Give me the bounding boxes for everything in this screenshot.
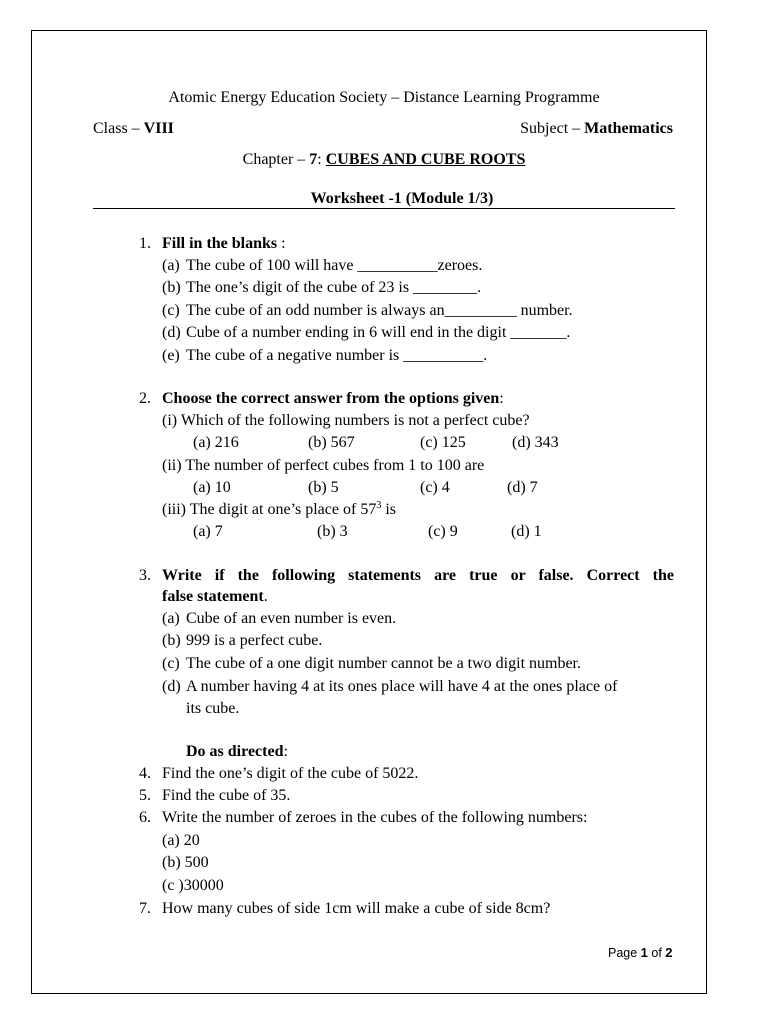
class-value: VIII bbox=[143, 120, 174, 137]
q2-part-ii-option-b: (b) 5 bbox=[308, 479, 339, 496]
q3-item-d-text-cont: its cube. bbox=[186, 700, 240, 717]
q5-number: 5. bbox=[139, 787, 151, 804]
q2-part-ii-option-d: (d) 7 bbox=[507, 479, 538, 496]
q6-item-c: (c )30000 bbox=[162, 877, 224, 894]
subject-label: Subject – bbox=[520, 120, 585, 137]
q2-part-i-option-b: (b) 567 bbox=[308, 434, 355, 451]
class-label: Class – bbox=[93, 120, 144, 137]
q3-item-d-label: (d) bbox=[162, 678, 181, 695]
q2-part-iii-option-d: (d) 1 bbox=[511, 523, 542, 540]
chapter-number: 7 bbox=[309, 151, 318, 168]
page-number bbox=[608, 945, 673, 961]
q3-item-a-text: Cube of an even number is even. bbox=[186, 610, 397, 627]
item-label: (e) bbox=[162, 347, 180, 364]
q1-heading bbox=[162, 234, 286, 254]
q2-part-ii-option-c: (c) 4 bbox=[420, 479, 450, 496]
worksheet-title: Worksheet -1 (Module 1/3) bbox=[310, 190, 494, 207]
q1-item-b-text: The one’s digit of the cube of 23 is ________. bbox=[186, 279, 482, 296]
q4-number: 4. bbox=[139, 765, 151, 782]
q2-part-iii-question bbox=[162, 500, 396, 520]
q2-part-iii-option-a: (a) 7 bbox=[193, 523, 223, 540]
q4-text: Find the one’s digit of the cube of 5022. bbox=[162, 765, 419, 782]
q7-text: How many cubes of side 1cm will make a cube of side 8cm? bbox=[162, 900, 551, 917]
q3-item-c-text: The cube of a one digit number cannot be a two digit number. bbox=[186, 655, 581, 672]
q2-part-i-question: (i) Which of the following numbers is not a perfect cube? bbox=[162, 412, 530, 429]
q6-item-b: (b) 500 bbox=[162, 854, 209, 871]
q3-heading-line1: Write if the following statements are true or false. Correct the bbox=[162, 567, 674, 584]
organization-title: Atomic Energy Education Society – Distance Learning Programme bbox=[168, 89, 600, 106]
subject-line bbox=[520, 119, 673, 139]
item-label: (a) bbox=[162, 257, 180, 274]
section-heading bbox=[186, 742, 288, 762]
q3-item-d-text: A number having 4 at its ones place will have 4 at the ones place of bbox=[186, 678, 618, 695]
q1-item-a-text: The cube of 100 will have __________zeroes. bbox=[186, 257, 483, 274]
q2-part-iii-suffix: is bbox=[381, 501, 396, 518]
q2-part-i-option-c: (c) 125 bbox=[420, 434, 466, 451]
q3-number: 3. bbox=[139, 567, 151, 584]
q1-item-c bbox=[162, 301, 180, 321]
page-word: Page bbox=[608, 946, 641, 960]
item-label: (b) bbox=[162, 279, 181, 296]
q3-item-c-label: (c) bbox=[162, 655, 180, 672]
section-heading-suffix: : bbox=[283, 743, 288, 760]
q2-heading-text: Choose the correct answer from the options given bbox=[162, 390, 500, 407]
item-label: (d) bbox=[162, 324, 181, 341]
q2-part-ii-question: (ii) The number of perfect cubes from 1 to 100 are bbox=[162, 457, 485, 474]
q2-part-ii-option-a: (a) 10 bbox=[193, 479, 231, 496]
q2-part-iii-prefix: (iii) The digit at one’s place of 57 bbox=[162, 501, 377, 518]
q3-heading-suffix: . bbox=[263, 588, 268, 605]
q2-heading bbox=[162, 389, 504, 409]
chapter-line bbox=[0, 150, 768, 170]
q1-item-e-text: The cube of a negative number is __________. bbox=[186, 347, 488, 364]
q6-text: Write the number of zeroes in the cubes of the following numbers: bbox=[162, 809, 588, 826]
q2-part-i-option-a: (a) 216 bbox=[193, 434, 239, 451]
q3-heading-line2-text: false statement bbox=[162, 588, 264, 605]
q2-part-i-option-d: (d) 343 bbox=[512, 434, 559, 451]
q6-item-a: (a) 20 bbox=[162, 832, 200, 849]
item-label: (c) bbox=[162, 302, 180, 319]
section-heading-text: Do as directed bbox=[186, 743, 284, 760]
q1-item-a bbox=[162, 256, 180, 276]
q1-heading-suffix: : bbox=[277, 235, 286, 252]
q3-heading-line2 bbox=[162, 587, 268, 607]
q1-item-c-text: The cube of an odd number is always an_________ number. bbox=[186, 302, 573, 319]
chapter-sep: : bbox=[317, 151, 326, 168]
q3-item-b-label: (b) bbox=[162, 632, 181, 649]
q2-part-iii-option-c: (c) 9 bbox=[428, 523, 458, 540]
q3-item-a-label: (a) bbox=[162, 610, 180, 627]
chapter-label: Chapter – bbox=[242, 151, 310, 168]
q7-number: 7. bbox=[139, 900, 151, 917]
q1-item-e bbox=[162, 346, 180, 366]
page-current: 1 bbox=[640, 945, 648, 960]
q2-number: 2. bbox=[139, 390, 151, 407]
q1-item-d-text: Cube of a number ending in 6 will end in the digit _______. bbox=[186, 324, 571, 341]
of-word: of bbox=[647, 946, 666, 960]
q5-text: Find the cube of 35. bbox=[162, 787, 291, 804]
subject-value: Mathematics bbox=[584, 120, 673, 137]
chapter-title: CUBES AND CUBE ROOTS bbox=[325, 151, 526, 168]
q2-part-iii-exponent: 3 bbox=[376, 500, 382, 511]
q1-item-d bbox=[162, 323, 181, 343]
header-divider bbox=[93, 208, 675, 209]
q6-number: 6. bbox=[139, 809, 151, 826]
q2-part-iii-option-b: (b) 3 bbox=[317, 523, 348, 540]
q2-heading-suffix: : bbox=[499, 390, 504, 407]
q1-number: 1. bbox=[139, 235, 151, 252]
class-line bbox=[93, 119, 174, 139]
q1-item-b bbox=[162, 278, 181, 298]
page-total: 2 bbox=[665, 945, 673, 960]
q3-item-b-text: 999 is a perfect cube. bbox=[186, 632, 323, 649]
q1-heading-text: Fill in the blanks bbox=[162, 235, 278, 252]
